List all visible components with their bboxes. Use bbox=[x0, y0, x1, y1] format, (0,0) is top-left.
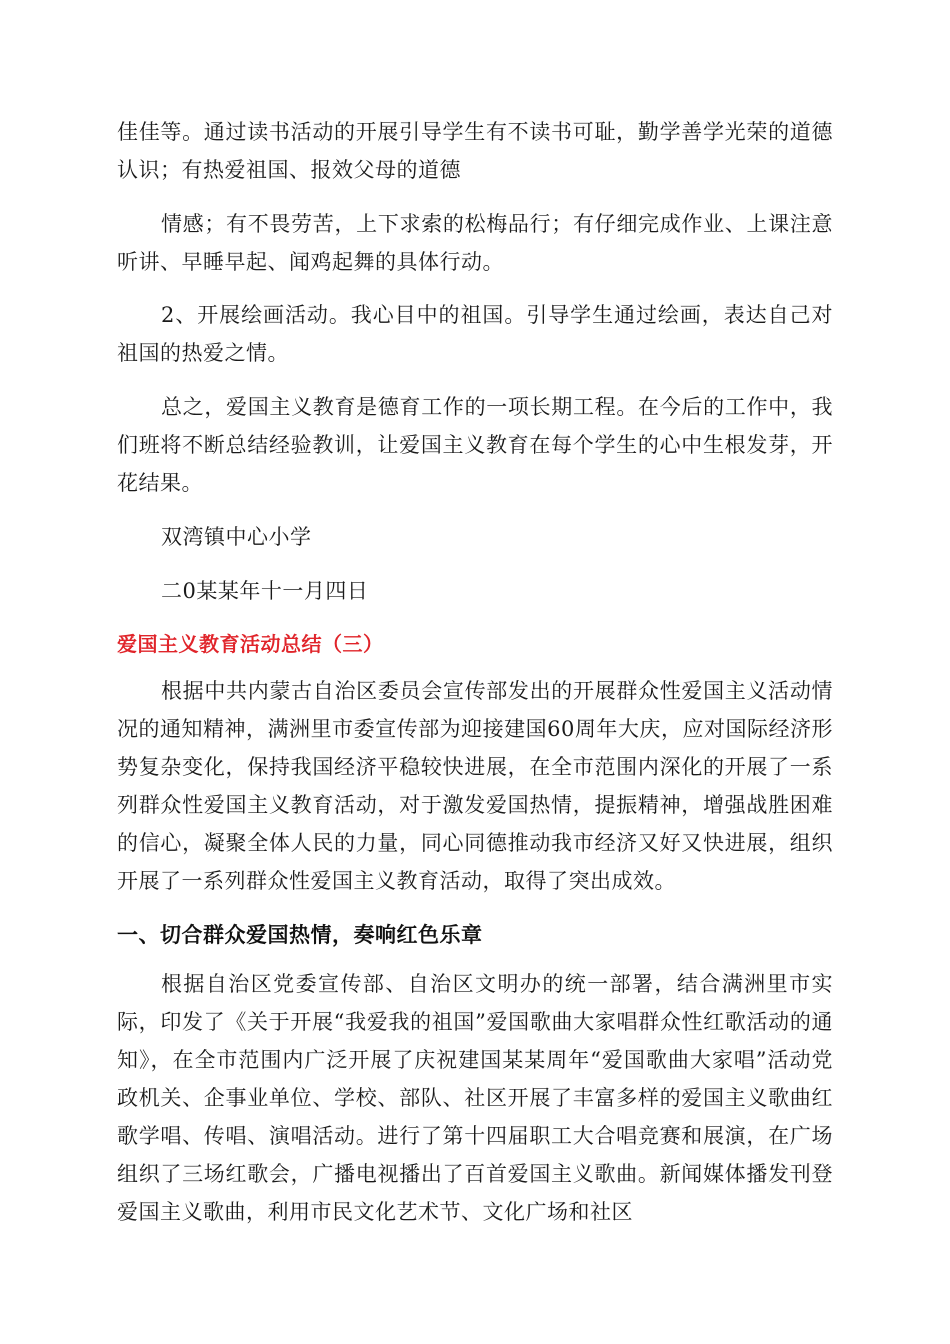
paragraph-red-songs: 根据自治区党委宣传部、自治区文明办的统一部署，结合满洲里市实际，印发了《关于开展“我爱我的祖国”爱国歌曲大家唱群众性红歌活动的通知》，在全市范围内广泛开展了庆祝建国某某周年“爱国歌曲大家唱”活动党政机关、企事业单位、学校、部队、社区开展了丰富多样的爱国主义歌曲红歌学唱、传唱、演唱活动。进行了第十四届职工大合唱竞赛和展演，在广场组织了三场红歌会，广播电视播出了百首爱国主义歌曲。新闻媒体播发刊登爱国主义歌曲，利用市民文化艺术节、文化广场和社区 bbox=[117, 972, 833, 1224]
paragraph-drawing-activity: 2、开展绘画活动。我心目中的祖国。引导学生通过绘画，表达自己对祖国的热爱之情。 bbox=[117, 303, 833, 365]
paragraph-reading-activity: 佳佳等。通过读书活动的开展引导学生有不读书可耻，勤学善学光荣的道德认识；有热爱祖国、报效父母的道德 bbox=[117, 120, 833, 182]
paragraph-emotion: 情感；有不畏劳苦，上下求索的松梅品行；有仔细完成作业、上课注意听讲、早睡早起、闻鸡起舞的具体行动。 bbox=[117, 212, 833, 274]
section-heading-one: 一、切合群众爱国热情，奏响红色乐章 bbox=[117, 922, 483, 947]
paragraph-intro: 根据中共内蒙古自治区委员会宣传部发出的开展群众性爱国主义活动情况的通知精神，满洲里市委宣传部为迎接建国60周年大庆，应对国际经济形势复杂变化，保持我国经济平稳较快进展，在全市范围内深化的开展了一系列群众性爱国主义教育活动，对于激发爱国热情，提振精神，增强战胜困难的信心，凝聚全体人民的力量，同心同德推动我市经济又好又快进展，组织开展了一系列群众性爱国主义教育活动，取得了突出成效。 bbox=[117, 679, 833, 893]
summary-title: 爱国主义教育活动总结（三） bbox=[117, 632, 384, 656]
signature-school: 双湾镇中心小学 bbox=[161, 525, 312, 549]
signature-date: 二0某某年十一月四日 bbox=[161, 579, 369, 603]
paragraph-conclusion: 总之，爱国主义教育是德育工作的一项长期工程。在今后的工作中，我们班将不断总结经验教训，让爱国主义教育在每个学生的心中生根发芽，开花结果。 bbox=[117, 395, 833, 495]
